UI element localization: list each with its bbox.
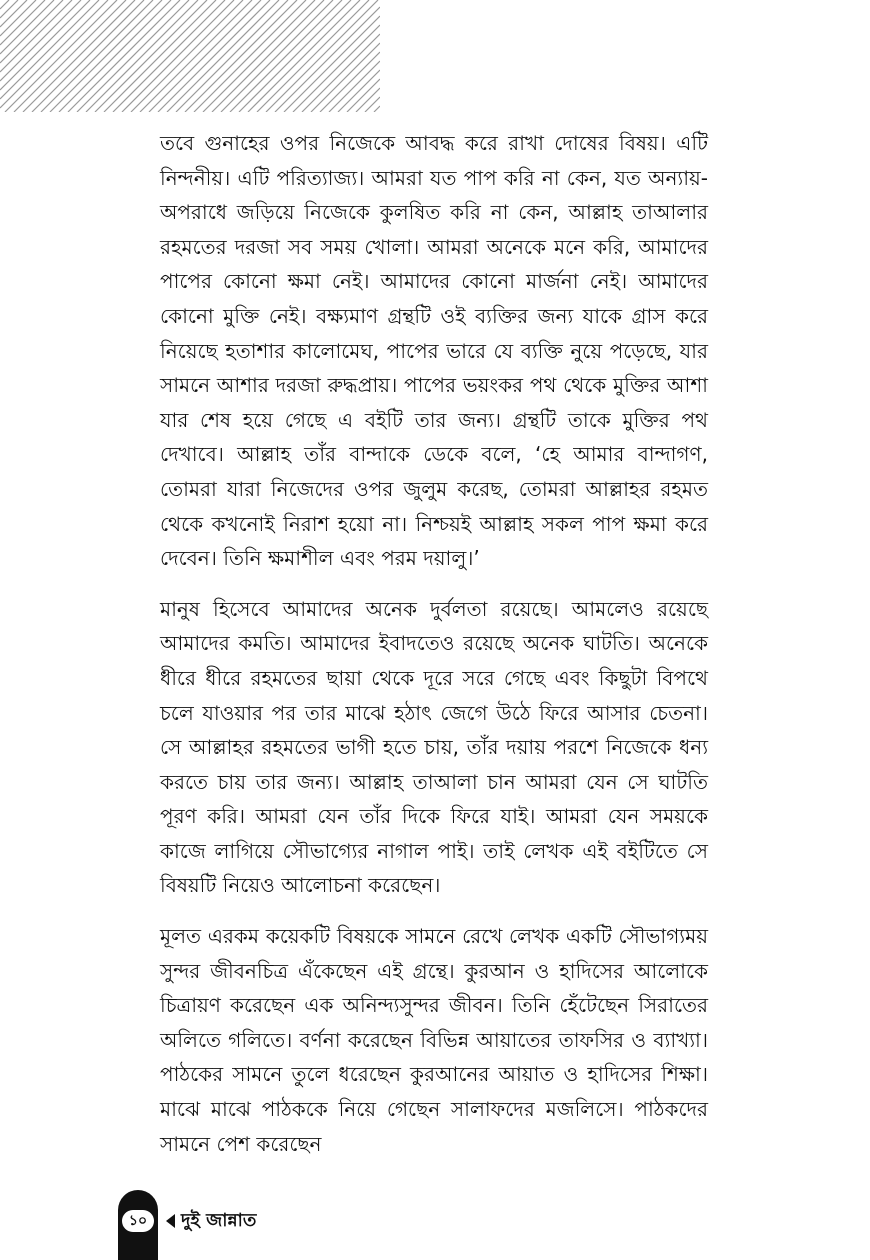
book-title: দুই জান্নাত [181, 1210, 257, 1231]
hatch-line [59, 0, 171, 112]
page-footer [118, 1190, 256, 1260]
hatch-line [203, 0, 315, 112]
hatch-line [122, 0, 234, 112]
hatch-line [185, 0, 297, 112]
hatch-line [0, 0, 72, 72]
hatch-line [32, 0, 144, 112]
hatch-line [68, 0, 180, 112]
hatch-line [158, 0, 270, 112]
hatch-line [0, 0, 18, 18]
paragraph-1: তবে গুনাহের ওপর নিজেকে আবদ্ধ করে রাখা দোষের বিষয়। এটি নিন্দনীয়। এটি পরিত্যাজ্য। আমরা যত পাপ করি না কেন, যত অন্যায়-অপরাধে জড়িয়ে নিজেকে কুলষিত করি না কেন, আল্লাহ তাআলার রহমতের দরজা সব সময় খোলা। আমরা অনেকে মনে করি, আমাদের পাপের কোনো ক্ষমা নেই। আমাদের কোনো মার্জনা নেই। আমাদের কোনো মুক্তি নেই। বক্ষ্যমাণ গ্রন্থটি ওই ব্যক্তির জন্য যাকে গ্রাস করে নিয়েছে হতাশার কালোমেঘ, পাপের ভারে যে ব্যক্তি নুয়ে পড়েছে, যার সামনে আশার দরজা রুদ্ধপ্রায়। পাপের ভয়ংকর পথ থেকে মুক্তির আশা যার শেষ হয়ে গেছে এ বইটি তার জন্য। গ্রন্থটি তাকে মুক্তির পথ দেখাবে। আল্লাহ তাঁর বান্দাকে ডেকে বলে, ‘হে আমার বান্দাগণ, তোমরা যারা নিজেদের ওপর জুলুম করেছ, তোমরা আল্লাহর রহমত থেকে কখনোই নিরাশ হয়ো না। নিশ্চয়ই আল্লাহ সকল পাপ ক্ষমা করে দেবেন। তিনি ক্ষমাশীল এবং পরম দয়ালু।’ [160, 131, 708, 571]
hatch-line [5, 0, 117, 112]
page-number-badge [118, 1190, 158, 1260]
hatch-line [194, 0, 306, 112]
hatch-line [338, 70, 380, 112]
hatch-line [266, 0, 378, 112]
hatch-line [248, 0, 360, 112]
hatch-line [50, 0, 162, 112]
hatch-line [230, 0, 342, 112]
hatch-line [104, 0, 216, 112]
hatch-line [140, 0, 252, 112]
hatch-line [221, 0, 333, 112]
hatch-line [0, 0, 99, 99]
paragraph-2: মানুষ হিসেবে আমাদের অনেক দুর্বলতা রয়েছে। আমলেও রয়েছে আমাদের কমতি। আমাদের ইবাদতেও রয়েছে অনেক ঘাটতি। অনেকে ধীরে ধীরে রহমতের ছায়া থেকে দূরে সরে গেছে এবং কিছুটা বিপথে চলে যাওয়ার পর তার মাঝে হঠাৎ জেগে উঠে ফিরে আসার চেতনা। সে আল্লাহর রহমতের ভাগী হতে চায়, তাঁর দয়ায় পরশে নিজেকে ধন্য করতে চায় তার জন্য। আল্লাহ তাআলা চান আমরা যেন সে ঘাটতি পূরণ করি। আমরা যেন তাঁর দিকে ফিরে যাই। আমরা যেন সময়কে কাজে লাগিয়ে সৌভাগ্যের নাগাল পাই। তাই লেখক এই বইটিতে সে বিষয়টি নিয়েও আলোচনা করেছেন। [160, 596, 708, 898]
hatch-line [86, 0, 198, 112]
hatch-line [0, 0, 45, 45]
hatch-line [149, 0, 261, 112]
hatch-line [41, 0, 153, 112]
hatch-line [347, 79, 380, 112]
hatch-line [311, 43, 380, 112]
hatch-line [176, 0, 288, 112]
hatch-line [320, 52, 380, 112]
hatch-line [95, 0, 207, 112]
hatch-line [293, 25, 380, 112]
hatch-line [0, 0, 36, 36]
hatch-line [239, 0, 351, 112]
hatch-line [0, 0, 63, 63]
hatch-line [284, 16, 380, 112]
hatch-line [131, 0, 243, 112]
hatch-line [14, 0, 126, 112]
hatch-line [0, 0, 9, 9]
decorative-hatch-pattern [0, 0, 380, 112]
paragraph-3: মূলত এরকম কয়েকটি বিষয়কে সামনে রেখে লেখক একটি সৌভাগ্যময় সুন্দর জীবনচিত্র এঁকেছেন এই গ্রন্থে। কুরআন ও হাদিসের আলোকে চিত্রায়ণ করেছেন এক অনিন্দ্যসুন্দর জীবন। তিনি হেঁটেছেন সিরাতের অলিতে গলিতে। বর্ণনা করেছেন বিভিন্ন আয়াতের তাফসির ও ব্যাখ্যা। পাঠকের সামনে তুলে ধরেছেন কুরআনের আয়াত ও হাদিসের শিক্ষা। মাঝে মাঝে পাঠককে নিয়ে গেছেন সালাফদের মজলিসে। পাঠকদের সামনে পেশ করেছেন [160, 924, 708, 1156]
hatch-line [212, 0, 324, 112]
hatch-line [77, 0, 189, 112]
hatch-line [0, 0, 54, 54]
hatch-line [0, 0, 108, 108]
hatch-line [167, 0, 279, 112]
hatch-line [365, 97, 380, 112]
hatch-line [374, 106, 380, 112]
hatch-line [113, 0, 225, 112]
triangle-left-icon [166, 1214, 175, 1228]
hatch-line [23, 0, 135, 112]
running-title [166, 1210, 256, 1232]
hatch-line [257, 0, 369, 112]
page-number: ১০ [122, 1210, 154, 1232]
page-body [160, 126, 708, 1177]
hatch-line [0, 0, 81, 81]
